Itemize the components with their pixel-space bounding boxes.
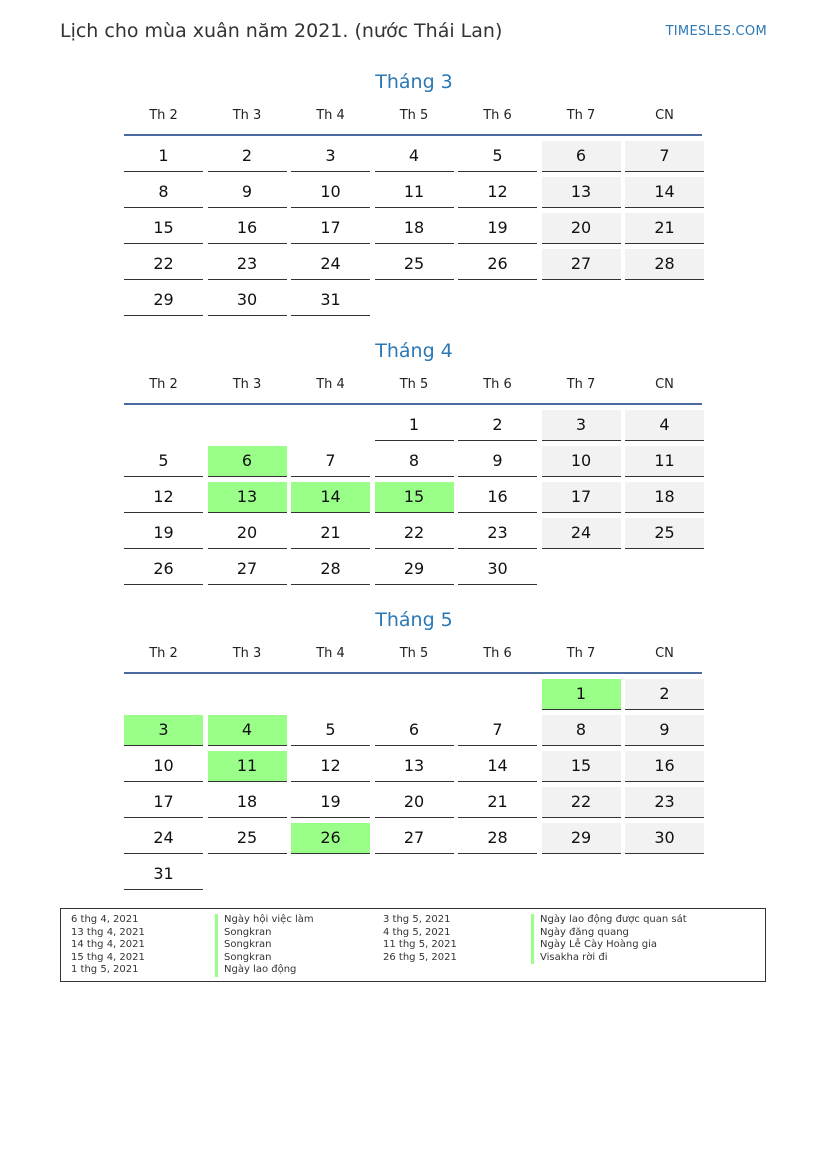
day-cell[interactable]: 27 [542, 249, 621, 280]
day-cell[interactable]: 18 [375, 213, 454, 244]
day-cell[interactable]: 1 [375, 410, 454, 441]
weekday-label: Th 5 [399, 646, 429, 661]
day-cell[interactable]: 11 [375, 177, 454, 208]
empty-cell [458, 679, 537, 710]
day-cell[interactable]: 2 [458, 410, 537, 441]
day-cell[interactable]: 24 [124, 823, 203, 854]
day-cell[interactable]: 12 [458, 177, 537, 208]
day-cell[interactable]: 19 [124, 518, 203, 549]
day-cell[interactable]: 23 [458, 518, 537, 549]
weekday-label: CN [655, 377, 674, 392]
weekday-label: Th 2 [149, 377, 178, 392]
empty-cell [291, 410, 370, 441]
day-cell[interactable]: 4 [625, 410, 704, 441]
header-divider [124, 672, 702, 674]
weekday-label: Th 6 [483, 646, 512, 661]
day-cell[interactable]: 9 [625, 715, 704, 746]
holiday-day-cell[interactable]: 3 [124, 715, 203, 746]
day-cell[interactable]: 20 [542, 213, 621, 244]
day-cell[interactable]: 6 [542, 141, 621, 172]
weekday-label: Th 2 [149, 646, 178, 661]
legend-dates-left [71, 914, 145, 977]
holiday-day-cell[interactable]: 14 [291, 482, 370, 513]
weekday-label: Th 7 [566, 377, 596, 392]
day-cell[interactable]: 30 [208, 285, 287, 316]
day-cell[interactable]: 12 [124, 482, 203, 513]
day-cell[interactable]: 9 [458, 446, 537, 477]
empty-cell [208, 410, 287, 441]
legend-holiday-name: Ngày hội việc làm [215, 914, 314, 927]
day-cell[interactable]: 10 [291, 177, 370, 208]
header-divider [124, 403, 702, 405]
holiday-day-cell[interactable]: 6 [208, 446, 287, 477]
day-cell[interactable]: 7 [625, 141, 704, 172]
day-cell[interactable]: 22 [542, 787, 621, 818]
day-cell[interactable]: 18 [208, 787, 287, 818]
day-cell[interactable]: 28 [458, 823, 537, 854]
day-cell[interactable]: 7 [291, 446, 370, 477]
day-cell[interactable]: 3 [291, 141, 370, 172]
page-title: Lịch cho mùa xuân năm 2021. (nước Thái Lan) [60, 20, 503, 42]
day-cell[interactable]: 22 [375, 518, 454, 549]
legend-holiday-name: Ngày lao động được quan sát [531, 914, 687, 927]
holiday-day-cell[interactable]: 13 [208, 482, 287, 513]
weekday-label: Th 3 [232, 377, 262, 392]
day-cell[interactable]: 6 [375, 715, 454, 746]
weekday-label: CN [655, 646, 674, 661]
holiday-day-cell[interactable]: 1 [542, 679, 621, 710]
holiday-day-cell[interactable]: 26 [291, 823, 370, 854]
day-cell[interactable]: 10 [124, 751, 203, 782]
header-divider [124, 134, 702, 136]
day-cell[interactable]: 21 [625, 213, 704, 244]
weekday-header [124, 365, 704, 399]
day-cell[interactable]: 2 [625, 679, 704, 710]
legend-date: 6 thg 4, 2021 [71, 914, 139, 925]
day-cell[interactable]: 30 [458, 554, 537, 585]
weekday-label: Th 3 [232, 646, 262, 661]
legend-date: 14 thg 4, 2021 [71, 939, 145, 950]
holiday-day-cell[interactable]: 4 [208, 715, 287, 746]
day-cell[interactable]: 18 [625, 482, 704, 513]
legend-names-left [215, 914, 314, 977]
weekday-label: Th 2 [149, 108, 178, 123]
day-cell[interactable]: 7 [458, 715, 537, 746]
day-cell[interactable]: 22 [124, 249, 203, 280]
weekday-label: Th 7 [566, 108, 596, 123]
weekday-label: Th 6 [483, 377, 512, 392]
day-cell[interactable]: 23 [208, 249, 287, 280]
day-cell[interactable]: 12 [291, 751, 370, 782]
weekday-label: Th 7 [566, 646, 596, 661]
day-cell[interactable]: 28 [291, 554, 370, 585]
legend-names-right [531, 914, 687, 964]
day-cell[interactable]: 25 [208, 823, 287, 854]
day-cell[interactable]: 20 [375, 787, 454, 818]
day-cell[interactable]: 20 [208, 518, 287, 549]
day-cell[interactable]: 16 [625, 751, 704, 782]
month-block [124, 68, 704, 321]
day-grid [124, 679, 704, 895]
empty-cell [208, 679, 287, 710]
brand-link[interactable]: TIMESLES.COM [665, 24, 767, 39]
day-cell[interactable]: 31 [291, 285, 370, 316]
weekday-header [124, 634, 704, 668]
legend-date: 1 thg 5, 2021 [71, 964, 139, 975]
holiday-legend [60, 908, 766, 982]
day-cell[interactable]: 14 [625, 177, 704, 208]
day-cell[interactable]: 19 [291, 787, 370, 818]
day-cell[interactable]: 13 [375, 751, 454, 782]
holiday-day-cell[interactable]: 15 [375, 482, 454, 513]
day-cell[interactable]: 14 [458, 751, 537, 782]
legend-date: 11 thg 5, 2021 [383, 939, 457, 950]
day-cell[interactable]: 8 [124, 177, 203, 208]
day-cell[interactable]: 15 [542, 751, 621, 782]
legend-date: 26 thg 5, 2021 [383, 951, 457, 963]
legend-date: 4 thg 5, 2021 [383, 926, 451, 938]
day-cell[interactable]: 8 [375, 446, 454, 477]
day-grid [124, 410, 704, 590]
day-cell[interactable]: 28 [625, 249, 704, 280]
day-cell[interactable]: 11 [625, 446, 704, 477]
weekday-label: Th 4 [316, 377, 345, 392]
holiday-day-cell[interactable]: 11 [208, 751, 287, 782]
legend-date: 15 thg 4, 2021 [71, 951, 145, 963]
empty-cell [375, 679, 454, 710]
day-cell[interactable]: 23 [625, 787, 704, 818]
legend-holiday-name: Ngày lao động [215, 964, 314, 977]
day-cell[interactable]: 17 [291, 213, 370, 244]
day-cell[interactable]: 29 [124, 285, 203, 316]
day-cell[interactable]: 5 [291, 715, 370, 746]
legend-holiday-name: Songkran [215, 927, 314, 940]
day-cell[interactable]: 16 [208, 213, 287, 244]
weekday-label: Th 3 [232, 108, 262, 123]
legend-holiday-name: Visakha rời đi [531, 952, 687, 965]
month-block [124, 337, 704, 590]
legend-date: 13 thg 4, 2021 [71, 926, 145, 938]
day-cell[interactable]: 1 [124, 141, 203, 172]
legend-holiday-name: Songkran [215, 952, 314, 965]
weekday-label: CN [655, 108, 674, 123]
weekday-label: Th 6 [483, 108, 512, 123]
legend-holiday-name: Ngày Lễ Cày Hoàng gia [531, 939, 687, 952]
day-cell[interactable]: 19 [458, 213, 537, 244]
day-cell[interactable]: 17 [124, 787, 203, 818]
day-cell[interactable]: 10 [542, 446, 621, 477]
day-cell[interactable]: 4 [375, 141, 454, 172]
month-title: Tháng 5 [375, 609, 453, 631]
month-title: Tháng 3 [375, 71, 453, 93]
legend-dates-right [383, 914, 457, 964]
day-cell[interactable]: 31 [124, 859, 203, 890]
day-cell[interactable]: 17 [542, 482, 621, 513]
day-cell[interactable]: 21 [458, 787, 537, 818]
day-cell[interactable]: 30 [625, 823, 704, 854]
day-cell[interactable]: 29 [375, 554, 454, 585]
day-cell[interactable]: 24 [291, 249, 370, 280]
month-block [124, 606, 704, 895]
day-cell[interactable]: 2 [208, 141, 287, 172]
legend-date: 3 thg 5, 2021 [383, 914, 451, 925]
weekday-label: Th 5 [399, 108, 429, 123]
weekday-header [124, 96, 704, 130]
day-cell[interactable]: 3 [542, 410, 621, 441]
day-cell[interactable]: 8 [542, 715, 621, 746]
day-grid [124, 141, 704, 321]
day-cell[interactable]: 27 [375, 823, 454, 854]
day-cell[interactable]: 26 [458, 249, 537, 280]
weekday-label: Th 4 [316, 108, 345, 123]
day-cell[interactable]: 27 [208, 554, 287, 585]
day-cell[interactable]: 13 [542, 177, 621, 208]
legend-holiday-name: Songkran [215, 939, 314, 952]
day-cell[interactable]: 15 [124, 213, 203, 244]
weekday-label: Th 5 [399, 377, 429, 392]
day-cell[interactable]: 5 [458, 141, 537, 172]
day-cell[interactable]: 25 [625, 518, 704, 549]
day-cell[interactable]: 21 [291, 518, 370, 549]
day-cell[interactable]: 16 [458, 482, 537, 513]
day-cell[interactable]: 29 [542, 823, 621, 854]
day-cell[interactable]: 9 [208, 177, 287, 208]
legend-holiday-name: Ngày đăng quang [531, 927, 687, 940]
empty-cell [124, 410, 203, 441]
month-title: Tháng 4 [375, 340, 453, 362]
weekday-label: Th 4 [316, 646, 345, 661]
day-cell[interactable]: 25 [375, 249, 454, 280]
day-cell[interactable]: 24 [542, 518, 621, 549]
empty-cell [291, 679, 370, 710]
day-cell[interactable]: 26 [124, 554, 203, 585]
empty-cell [124, 679, 203, 710]
day-cell[interactable]: 5 [124, 446, 203, 477]
